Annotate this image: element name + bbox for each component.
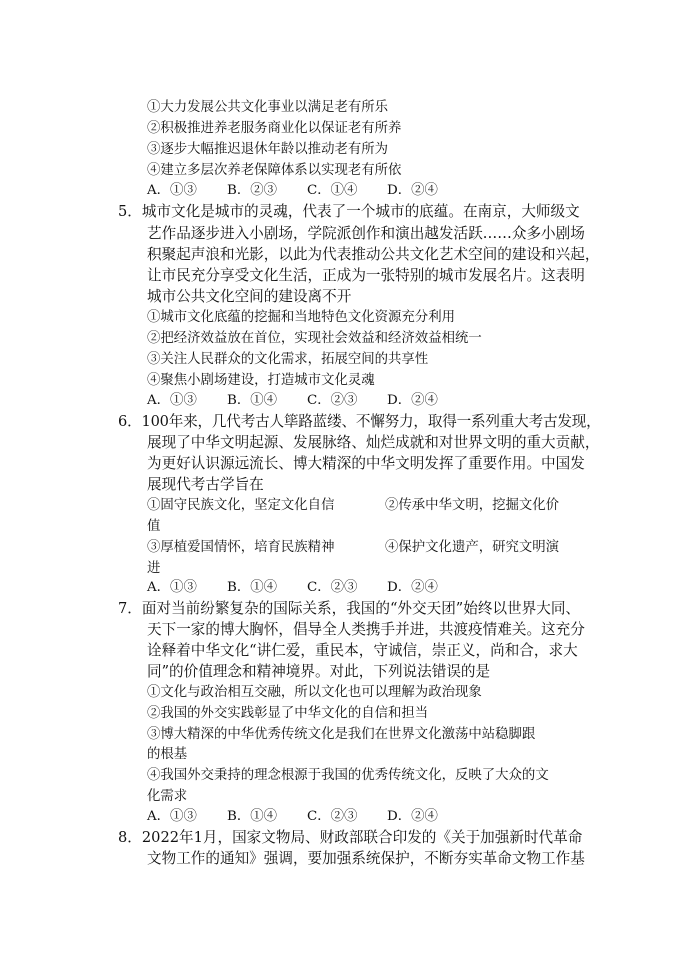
q6-option-2: ②传承中华文明，挖掘文化价 xyxy=(385,498,560,513)
q4-option-2: ②积极推进养老服务商业化以保证老有所养 xyxy=(147,121,402,136)
q4-option-4: ④建立多层次养老保障体系以实现老有所依 xyxy=(147,163,402,178)
q4-answer-b: B．②③ xyxy=(227,183,278,198)
q7-stem-line-4: 同”的价值理念和精神境界。对此，下列说法错误的是 xyxy=(147,663,491,680)
q6-answer-b: B．①④ xyxy=(227,580,278,595)
q7-option-2: ②我国的外交实践彰显了中华文化的自信和担当 xyxy=(147,706,429,721)
q7-option-3: ③博大精深的中华优秀传统文化是我们在世界文化激荡中站稳脚跟 xyxy=(147,727,536,742)
q4-answer-c: C．①④ xyxy=(307,183,358,198)
q7-option-3-wrap: 的根基 xyxy=(147,747,188,762)
q7-answer-a: A．①③ xyxy=(147,809,197,824)
q7-answer-d: D．②④ xyxy=(387,809,438,824)
q7-stem-line-3: 诠释着中华文化“讲仁爱，重民本，守诚信，崇正义，尚和合，求大 xyxy=(147,642,578,659)
q5-answer-a: A．①③ xyxy=(147,393,197,408)
q7-answer-c: C．②③ xyxy=(307,809,358,824)
q7-stem-line-2: 天下一家的博大胸怀，倡导全人类携手并进，共渡疫情难关。这充分 xyxy=(147,621,585,638)
q5-stem-line-2: 艺作品逐步进入小剧场，学院派创作和演出越发活跃……众多小剧场 xyxy=(147,225,585,242)
q5-answer-d: D．②④ xyxy=(387,393,438,408)
q4-answer-row xyxy=(147,181,438,201)
q6-stem-line-1: 6．100年来，几代考古人筚路蓝缕、不懈努力，取得一系列重大考古发现， xyxy=(118,413,601,430)
q4-answer-a: A．①③ xyxy=(147,183,197,198)
q7-option-4: ④我国外交秉持的理念根源于我国的优秀传统文化，反映了大众的文 xyxy=(147,768,549,783)
q6-option-4: ④保护文化遗产，研究文明演 xyxy=(385,540,560,555)
q6-answer-row xyxy=(147,578,438,598)
q5-answer-b: B．①④ xyxy=(227,393,278,408)
q7-stem-line-1: 7．面对当前纷繁复杂的国际关系，我国的“外交天团”始终以世界大同、 xyxy=(118,600,581,617)
q7-option-4-wrap: 化需求 xyxy=(147,789,188,804)
q6-option-1: ①固守民族文化，坚定文化自信 xyxy=(147,498,335,513)
q6-stem-line-4: 展现代考古学旨在 xyxy=(147,476,264,493)
q8-stem-line-2: 文物工作的通知》强调，要加强系统保护，不断夯实革命文物工作基 xyxy=(147,850,585,867)
q7-answer-row xyxy=(147,807,438,827)
q4-option-1: ①大力发展公共文化事业以满足老有所乐 xyxy=(147,100,389,115)
q5-stem-line-3: 积聚起声浪和光影，以此为代表推动公共文化艺术空间的建设和兴起， xyxy=(147,246,600,263)
q5-stem-line-4: 让市民充分享受文化生活，正成为一张特别的城市发展名片。这表明 xyxy=(147,267,585,284)
q5-stem-line-1: 5．城市文化是城市的灵魂，代表了一个城市的底蕴。在南京，大师级文 xyxy=(118,203,580,220)
q5-option-1: ①城市文化底蕴的挖掘和当地特色文化资源充分利用 xyxy=(147,310,455,325)
q5-answer-c: C．②③ xyxy=(307,393,358,408)
q6-answer-a: A．①③ xyxy=(147,580,197,595)
q6-answer-d: D．②④ xyxy=(387,580,438,595)
q6-stem-line-3: 为更好认识源远流长、博大精深的中华文明发挥了重要作用。中国发 xyxy=(147,455,585,472)
q7-answer-b: B．①④ xyxy=(227,809,278,824)
q8-stem-line-1: 8．2022年1月，国家文物局、财政部联合印发的《关于加强新时代革命 xyxy=(118,829,583,846)
q5-option-4: ④聚焦小剧场建设，打造城市文化灵魂 xyxy=(147,373,375,388)
q4-answer-d: D．②④ xyxy=(387,183,438,198)
q5-option-3: ③关注人民群众的文化需求，拓展空间的共享性 xyxy=(147,352,429,367)
q6-option-3: ③厚植爱国情怀，培育民族精神 xyxy=(147,540,335,555)
q5-option-2: ②把经济效益放在首位，实现社会效益和经济效益相统一 xyxy=(147,331,482,346)
q6-option-2-wrap: 值 xyxy=(147,519,161,534)
q6-answer-c: C．②③ xyxy=(307,580,358,595)
q4-option-3: ③逐步大幅推迟退休年龄以推动老有所为 xyxy=(147,142,389,157)
q6-stem-line-2: 展现了中华文明起源、发展脉络、灿烂成就和对世界文明的重大贡献， xyxy=(147,434,600,451)
q7-option-1: ①文化与政治相互交融，所以文化也可以理解为政治现象 xyxy=(147,685,482,700)
q5-answer-row xyxy=(147,391,438,411)
q6-option-4-wrap: 进 xyxy=(147,561,161,576)
q5-stem-line-5: 城市公共文化空间的建设离不开 xyxy=(147,288,352,305)
